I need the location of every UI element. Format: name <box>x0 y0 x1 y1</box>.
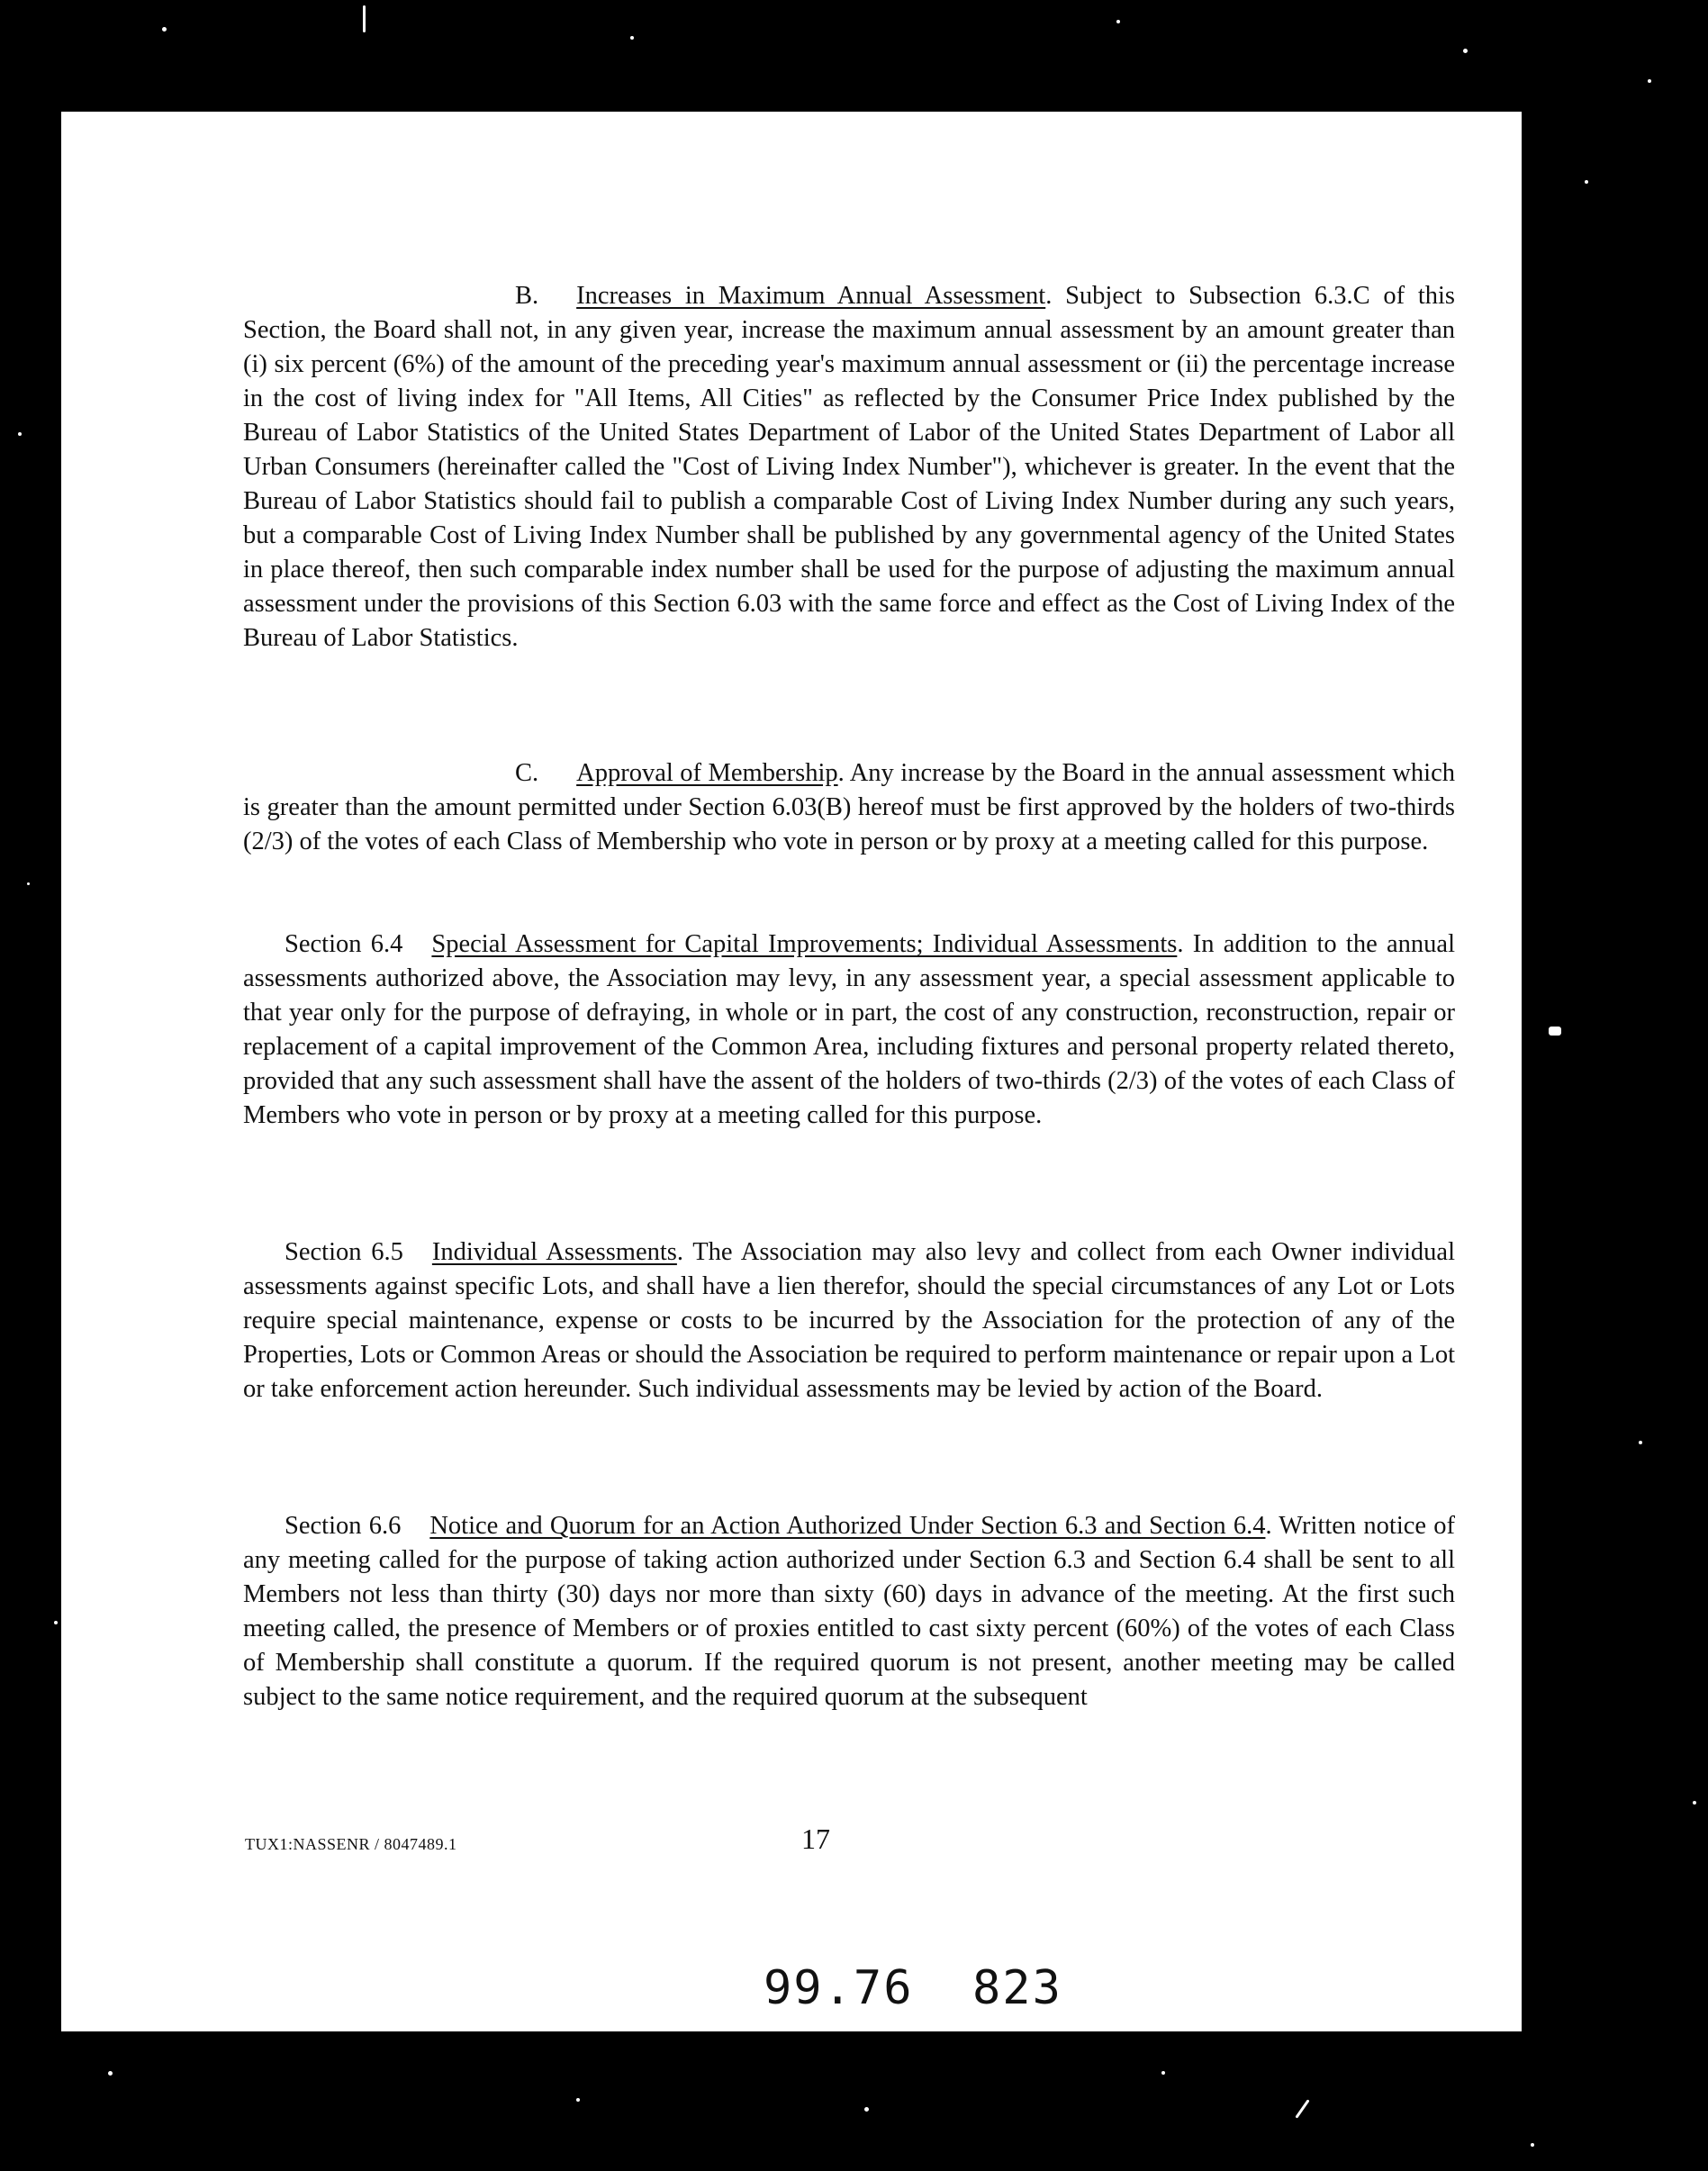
scan-speck <box>54 1621 58 1624</box>
scan-speck <box>1161 2071 1165 2075</box>
paragraph-body: . In addition to the annual assessments authorized above, the Association may levy, in any assessment year, a special assessment applicable to that year only for the purpose of defraying, in whole or in part, the cost of any construction, reconstruction, repair or replacement of a capital improvement of the Common Area, including fixtures and personal property related thereto, provided that any such assessment shall have the assent of the holders of two-thirds (2/3) of the votes of each Class of Members who vote in person or by proxy at a meeting called for this purpose. <box>243 930 1455 1129</box>
scan-speck <box>1116 20 1120 23</box>
section-label: Section 6.6 <box>285 1512 402 1540</box>
subsection-label: B. <box>515 282 539 310</box>
scan-speck <box>363 5 366 32</box>
section-heading: Individual Assessments <box>431 1238 677 1266</box>
document-page <box>61 112 1522 2031</box>
document-footer-code: TUX1:NASSENR / 8047489.1 <box>245 1835 457 1853</box>
page-number: 17 <box>801 1823 830 1855</box>
paragraph-body: . Any increase by the Board in the annual assessment which is greater than the amount permitted under Section 6.03(B) hereof must be first approved by the holders of two-thirds (2/3) of the votes of each Class of Membership who vote in person or by proxy at a meeting called for this purpose. <box>243 759 1455 855</box>
scan-speck <box>1295 2099 1309 2118</box>
section-heading: Notice and Quorum for an Action Authorized Under Section 6.3 and Section 6.4 <box>429 1512 1266 1540</box>
subsection-heading: Increases in Maximum Annual Assessment <box>576 282 1046 310</box>
scan-speck <box>630 36 634 40</box>
subsection-label: C. <box>515 759 539 787</box>
scan-speck <box>162 27 167 32</box>
scan-speck <box>1585 180 1588 184</box>
document-stamp-right: 823 <box>972 1961 1062 2015</box>
section-label: Section 6.5 <box>285 1238 403 1266</box>
section-label: Section 6.4 <box>285 930 403 958</box>
scan-speck <box>18 432 22 436</box>
scan-speck <box>27 882 30 885</box>
paragraph-section-6-6 <box>243 1509 1455 1714</box>
paragraph-6-3-b <box>243 279 1455 656</box>
scan-speck <box>864 2107 869 2112</box>
subsection-heading: Approval of Membership <box>576 759 838 787</box>
scan-speck <box>1639 1441 1642 1444</box>
paragraph-section-6-5 <box>243 1235 1455 1407</box>
scan-speck <box>1648 79 1651 83</box>
scan-speck <box>1549 1027 1561 1036</box>
scan-speck <box>1693 1801 1696 1805</box>
paragraph-body: . The Association may also levy and collect from each Owner individual assessments against specific Lots, and shall have a lien therefor, should the special circumstances of any Lot or Lots require special maintenance, expense or costs to be incurred by the Association for the protection of any of the Properties, Lots or Common Areas or should the Association be required to perform maintenance or repair upon a Lot or take enforcement action hereunder. Such individual assessments may be levied by action of the Board. <box>243 1238 1455 1403</box>
paragraph-6-3-c <box>243 756 1455 859</box>
paragraph-body: . Written notice of any meeting called for the purpose of taking action authorized under Section 6.3 and Section 6.4 shall be sent to all Members not less than thirty (30) days nor more than sixty (60) days in advance of the meeting. At the first such meeting called, the presence of Members or of proxies entitled to cast sixty percent (60%) of the votes of each Class of Membership shall constitute a quorum. If the required quorum is not present, another meeting may be called subject to the same notice requirement, and the required quorum at the subsequent <box>243 1512 1456 1711</box>
paragraph-body: . Subject to Subsection 6.3.C of this Section, the Board shall not, in any given year, increase the maximum annual assessment by an amount greater than (i) six percent (6%) of the amount of the preceding year's maximum annual assessment or (ii) the percentage increase in the cost of living index for "All Items, All Cities" as reflected by the Consumer Price Index published by the Bureau of Labor Statistics of the United States Department of Labor of the United States Department of Labor all Urban Consumers (hereinafter called the "Cost of Living Index Number"), whichever is greater. In the event that the Bureau of Labor Statistics should fail to publish a comparable Cost of Living Index Number during any such years, but a comparable Cost of Living Index Number shall be published by any governmental agency of the United States in place thereof, then such comparable index number shall be used for the purpose of adjusting the maximum annual assessment under the provisions of this Section 6.03 with the same force and effect as the Cost of Living Index of the Bureau of Labor Statistics. <box>243 282 1455 652</box>
scan-speck <box>576 2098 580 2102</box>
document-stamp-left: 99.76 <box>764 1961 914 2015</box>
scan-speck <box>108 2071 113 2076</box>
section-heading: Special Assessment for Capital Improvements; Individual Assessments <box>431 930 1178 958</box>
scan-speck <box>1463 49 1468 53</box>
paragraph-section-6-4 <box>243 927 1455 1133</box>
scan-speck <box>1531 2143 1534 2147</box>
